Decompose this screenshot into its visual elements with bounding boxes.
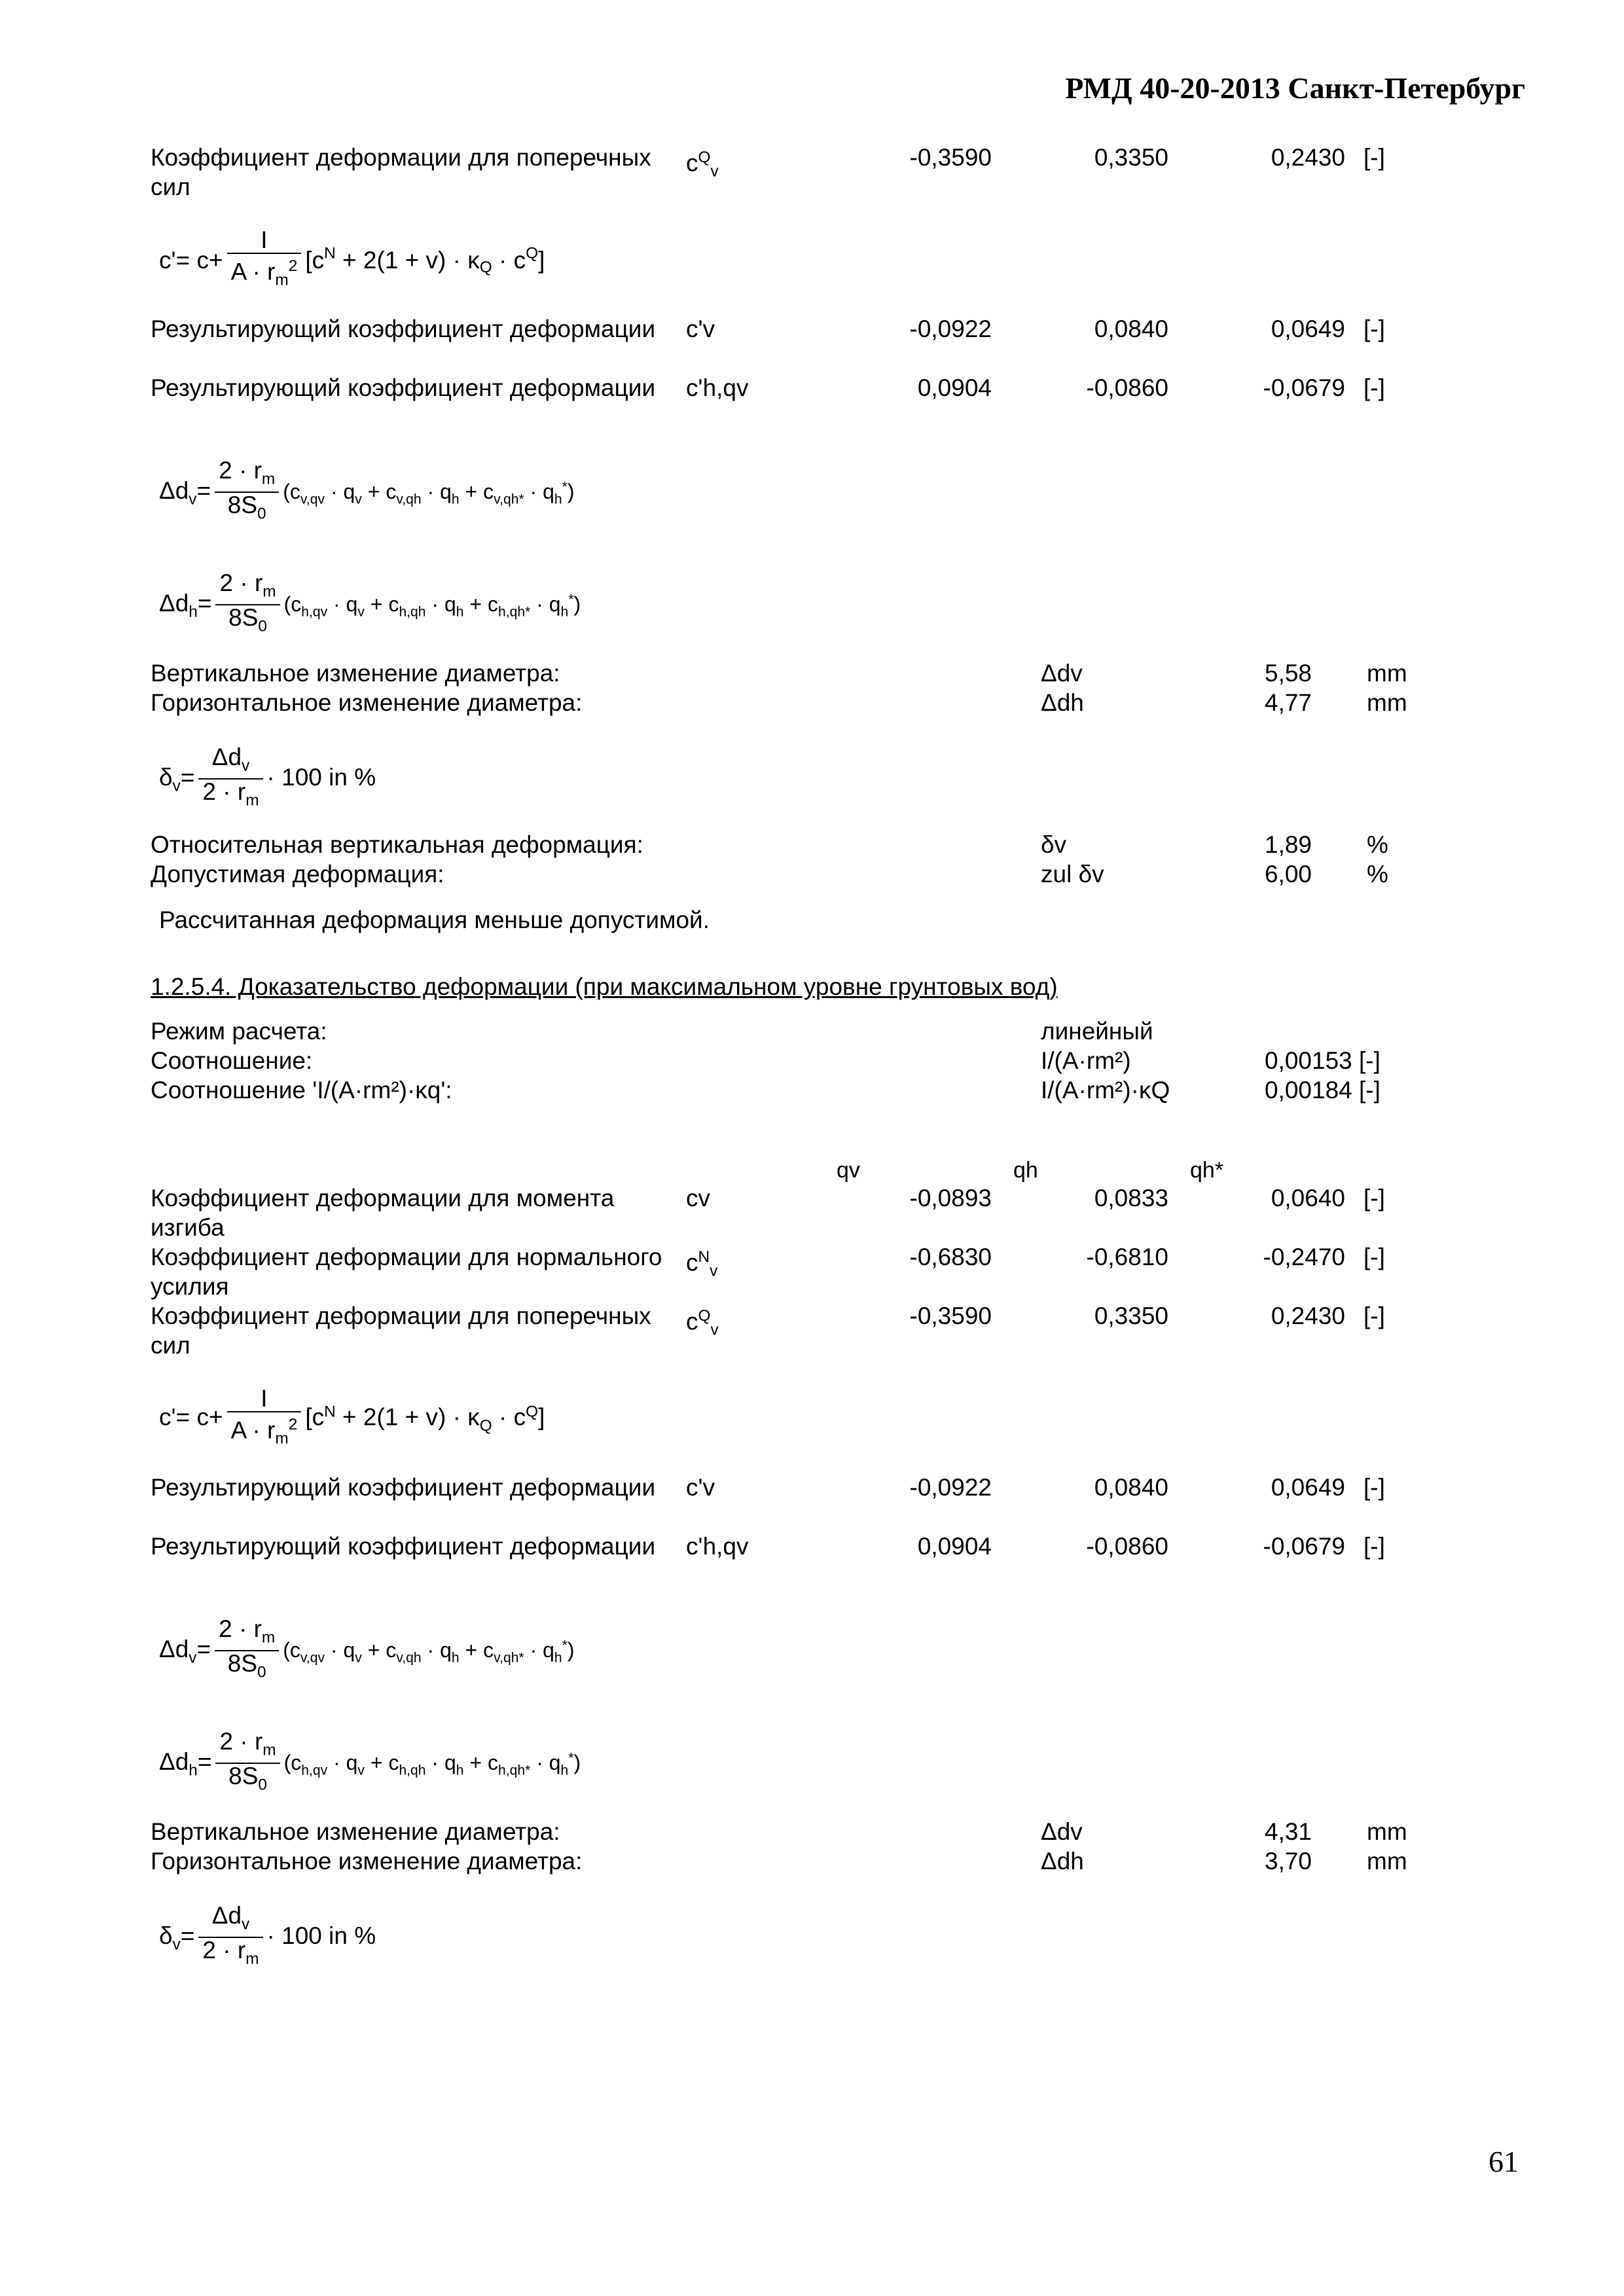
coef-moment-qhs: 0,0640 (1271, 1185, 1345, 1211)
coef-shear-b-label: Коэффициент деформации для поперечных сил (151, 1302, 651, 1359)
horiz-change-b-symbol: Δdh (1041, 1848, 1084, 1874)
vert-change-label: Вертикальное изменение диаметра: (151, 660, 560, 687)
result-coef-b-h-qv: 0,0904 (917, 1533, 992, 1560)
coef-shear-b-qhs: 0,2430 (1271, 1302, 1345, 1329)
horiz-change-b-value: 3,70 (1265, 1848, 1312, 1874)
rel-deform-symbol: δv (1041, 831, 1067, 858)
perm-deform-symbol: zul δv (1041, 861, 1104, 888)
result-coef-b-qhs: 0,0649 (1271, 1474, 1345, 1501)
result-coef-b-h-qh: -0,0860 (1086, 1533, 1168, 1560)
horiz-change-b-unit: mm (1367, 1848, 1407, 1874)
document-header: РМД 40-20-2013 Санкт-Петербург (1065, 71, 1525, 105)
coef-moment-qh: 0,0833 (1094, 1185, 1168, 1211)
col-head-qh: qh (1013, 1158, 1038, 1183)
coef-normal-qv: -0,6830 (909, 1244, 992, 1270)
coef-normal-symbol: $c^N_v$ (686, 1248, 718, 1280)
coef-shear-qv: -0,3590 (909, 144, 992, 171)
ratio-label: Соотношение: (151, 1047, 313, 1074)
vert-change-unit: mm (1367, 660, 1407, 687)
perm-deform-label: Допустимая деформация: (151, 861, 444, 888)
calc-mode-value: линейный (1041, 1018, 1153, 1045)
formula-delta-v-b: $\delta_v=$ $\frac{\Delta d_v}{2 \cdot r_m}$ · 100 in % (159, 1902, 376, 1968)
result-coef-unit: [-] (1363, 315, 1385, 342)
result-coef-b-symbol: c'v (686, 1474, 715, 1501)
coef-shear-unit: [-] (1363, 144, 1385, 171)
coef-shear-qhs: 0,2430 (1271, 144, 1345, 171)
horiz-change-unit: mm (1367, 689, 1407, 716)
section-heading: 1.2.5.4. Доказательство деформации (при максимальном уровне грунтовых вод) (151, 973, 1058, 1000)
conclusion-text: Рассчитанная деформация меньше допустимой. (159, 906, 710, 933)
coef-moment-unit: [-] (1363, 1185, 1385, 1211)
coef-shear-b-unit: [-] (1363, 1302, 1385, 1329)
result-coef-b-unit: [-] (1363, 1474, 1385, 1501)
rel-deform-label: Относительная вертикальная деформация: (151, 831, 643, 858)
coef-shear-qh: 0,3350 (1094, 144, 1168, 171)
col-head-qhs: qh* (1190, 1158, 1224, 1183)
formula-delta-v: $\delta_v=$ $\frac{\Delta d_v}{2 \cdot r_m}$ · 100 in % (159, 744, 376, 810)
result-coef-b-qv: -0,0922 (909, 1474, 992, 1501)
page-number: 61 (1489, 2145, 1519, 2178)
vert-change-b-unit: mm (1367, 1818, 1407, 1845)
formula-delta-dv: $\Delta d_v=$ $\frac{2 \cdot r_m}{8S_0}$ $(c_{v,qv} \cdot q_v + c_{v,qh} \cdot q_h + c_{v,qh*} \cdot q_h^*)$ (159, 457, 575, 523)
result-coef-h-unit: [-] (1363, 374, 1385, 401)
coef-shear-b-symbol: $c^Q_v$ (686, 1307, 719, 1339)
vert-change-symbol: Δdv (1041, 660, 1083, 687)
vert-change-b-symbol: Δdv (1041, 1818, 1083, 1845)
horiz-change-value: 4,77 (1265, 689, 1312, 716)
result-coef-b-h-label: Результирующий коэффициент деформации (151, 1533, 656, 1560)
result-coef-symbol: c'v (686, 315, 715, 342)
vert-change-b-value: 4,31 (1265, 1818, 1312, 1845)
rel-deform-unit: % (1367, 831, 1388, 858)
coef-shear-b-qh: 0,3350 (1094, 1302, 1168, 1329)
calc-mode-label: Режим расчета: (151, 1018, 327, 1045)
ratio-kq-label: Соотношение 'I/(A·rm²)·κq': (151, 1077, 452, 1103)
result-coef-qv: -0,0922 (909, 315, 992, 342)
formula-c-prime: c'= c+ $\frac{I}{A \cdot r_m^2}$ $[c^N + 2(1 + v) \cdot \kappa_Q \cdot c^Q]$ (159, 226, 545, 289)
rel-deform-value: 1,89 (1265, 831, 1312, 858)
result-coef-qh: 0,0840 (1094, 315, 1168, 342)
result-coef-qhs: 0,0649 (1271, 315, 1345, 342)
horiz-change-b-label: Горизонтальное изменение диаметра: (151, 1848, 583, 1874)
coef-shear-b-qv: -0,3590 (909, 1302, 992, 1329)
ratio-symbol: I/(A·rm²) (1041, 1047, 1131, 1074)
result-coef-h-label: Результирующий коэффициент деформации (151, 374, 656, 401)
result-coef-h-symbol: c'h,qv (686, 374, 749, 401)
result-coef-b-h-unit: [-] (1363, 1533, 1385, 1560)
vert-change-value: 5,58 (1265, 660, 1312, 687)
result-coef-h-qhs: -0,0679 (1263, 374, 1345, 401)
result-coef-b-qh: 0,0840 (1094, 1474, 1168, 1501)
result-coef-b-label: Результирующий коэффициент деформации (151, 1474, 656, 1501)
coef-normal-label: Коэффициент деформации для нормального усилия (151, 1244, 662, 1300)
ratio-value: 0,00153 [-] (1265, 1047, 1380, 1074)
formula-delta-dh-b: $\Delta d_h=$ $\frac{2 \cdot r_m}{8S_0}$ $(c_{h,qv} \cdot q_v + c_{h,qh} \cdot q_h + c_{h,qh*} \cdot q_h^*)$ (159, 1728, 581, 1794)
perm-deform-value: 6,00 (1265, 861, 1312, 888)
result-coef-h-qh: -0,0860 (1086, 374, 1168, 401)
vert-change-b-label: Вертикальное изменение диаметра: (151, 1818, 560, 1845)
col-head-qv: qv (837, 1158, 860, 1183)
perm-deform-unit: % (1367, 861, 1388, 888)
coef-shear-label: Коэффициент деформации для поперечных сил (151, 144, 651, 200)
coef-moment-label: Коэффициент деформации для момента изгиба (151, 1185, 615, 1241)
coef-moment-symbol: cv (686, 1185, 710, 1211)
formula-c-prime-b: c'= c+ $\frac{I}{A \cdot r_m^2}$ $[c^N + 2(1 + v) \cdot \kappa_Q \cdot c^Q]$ (159, 1385, 545, 1448)
ratio-kq-value: 0,00184 [-] (1265, 1077, 1380, 1103)
formula-delta-dv-b: $\Delta d_v=$ $\frac{2 \cdot r_m}{8S_0}$ $(c_{v,qv} \cdot q_v + c_{v,qh} \cdot q_h + c_{v,qh*} \cdot q_h^*)$ (159, 1615, 575, 1681)
result-coef-label: Результирующий коэффициент деформации (151, 315, 656, 342)
ratio-kq-symbol: I/(A·rm²)·κQ (1041, 1077, 1170, 1103)
coef-normal-qhs: -0,2470 (1263, 1244, 1345, 1270)
coef-moment-qv: -0,0893 (909, 1185, 992, 1211)
coef-normal-unit: [-] (1363, 1244, 1385, 1270)
horiz-change-symbol: Δdh (1041, 689, 1084, 716)
result-coef-h-qv: 0,0904 (917, 374, 992, 401)
horiz-change-label: Горизонтальное изменение диаметра: (151, 689, 583, 716)
formula-delta-dh: $\Delta d_h=$ $\frac{2 \cdot r_m}{8S_0}$ $(c_{h,qv} \cdot q_v + c_{h,qh} \cdot q_h + c_{h,qh*} \cdot q_h^*)$ (159, 569, 581, 636)
result-coef-b-h-qhs: -0,0679 (1263, 1533, 1345, 1560)
coef-normal-qh: -0,6810 (1086, 1244, 1168, 1270)
coef-shear-symbol: $c^Q_v$ (686, 149, 719, 181)
result-coef-b-h-symbol: c'h,qv (686, 1533, 749, 1560)
